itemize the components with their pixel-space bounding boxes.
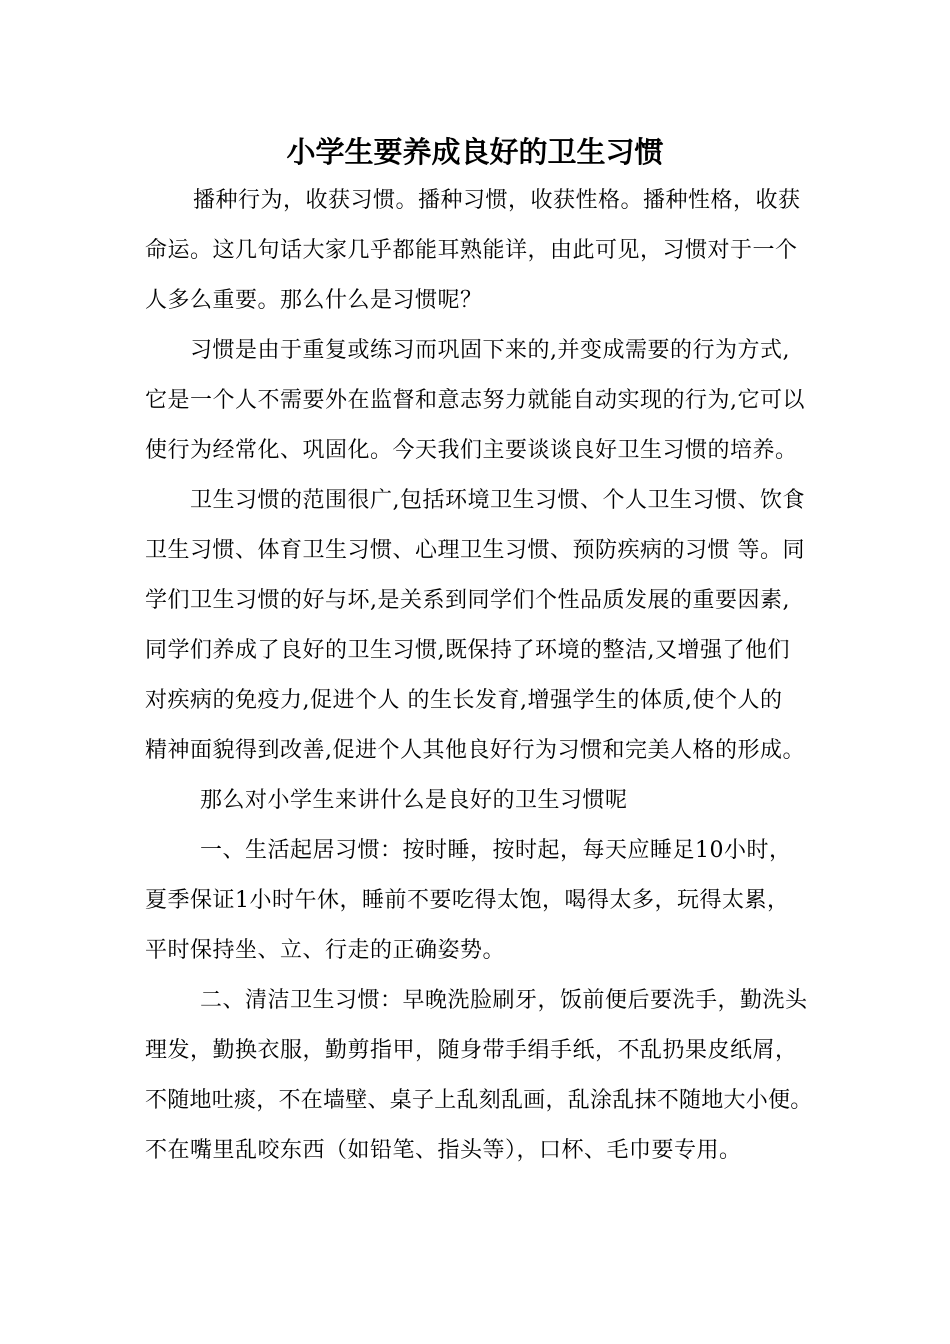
text-line: 人多么重要。那么什么是习惯呢？ xyxy=(145,288,483,313)
text-line: 理发，勤换衣服，勤剪指甲，随身带手绢手纸，不乱扔果皮纸屑， xyxy=(145,1038,798,1063)
text-line: 精神面貌得到改善,促进个人其他良好行为习惯和完美人格的形成。 xyxy=(145,738,805,763)
text-line: 二、清洁卫生习惯：早晚洗脸刷牙，饭前便后要洗手，勤洗头 xyxy=(200,988,808,1013)
text-line: 对疾病的免疫力,促进个人 的生长发育,增强学生的体质,使个人的 xyxy=(145,688,783,713)
text-line: 卫生习惯的范围很广,包括环境卫生习惯、个人卫生习惯、饮食 xyxy=(190,488,805,513)
text-line: 那么对小学生来讲什么是良好的卫生习惯呢 xyxy=(200,788,628,813)
document-title: 小学生要养成良好的卫生习惯 xyxy=(286,135,664,169)
text-line: 学们卫生习惯的好与坏,是关系到同学们个性品质发展的重要因素, xyxy=(145,588,790,613)
text-line: 同学们养成了良好的卫生习惯,既保持了环境的整洁,又增强了他们 xyxy=(145,638,790,663)
text-line: 播种行为，收获习惯。播种习惯，收获性格。播种性格，收获 xyxy=(193,188,801,213)
text-line: 夏季保证1小时午休，睡前不要吃得太饱，喝得太多，玩得太累， xyxy=(145,888,790,913)
text-line: 它是一个人不需要外在监督和意志努力就能自动实现的行为,它可以 xyxy=(145,388,805,413)
text-line: 习惯是由于重复或练习而巩固下来的,并变成需要的行为方式, xyxy=(190,338,790,363)
text-line: 不随地吐痰，不在墙壁、桌子上乱刻乱画，乱涂乱抹不随地大小便。 xyxy=(145,1088,813,1113)
text-line: 卫生习惯、体育卫生习惯、心理卫生习惯、预防疾病的习惯 等。同 xyxy=(145,538,805,563)
text-line: 命运。这几句话大家几乎都能耳熟能详，由此可见，习惯对于一个 xyxy=(145,238,798,263)
text-line: 平时保持坐、立、行走的正确姿势。 xyxy=(145,938,506,963)
text-line: 一、生活起居习惯：按时睡，按时起，每天应睡足10小时， xyxy=(200,838,792,863)
text-line: 使行为经常化、巩固化。今天我们主要谈谈良好卫生习惯的培养。 xyxy=(145,438,798,463)
text-line: 不在嘴里乱咬东西（如铅笔、指头等），口杯、毛巾要专用。 xyxy=(145,1138,742,1163)
